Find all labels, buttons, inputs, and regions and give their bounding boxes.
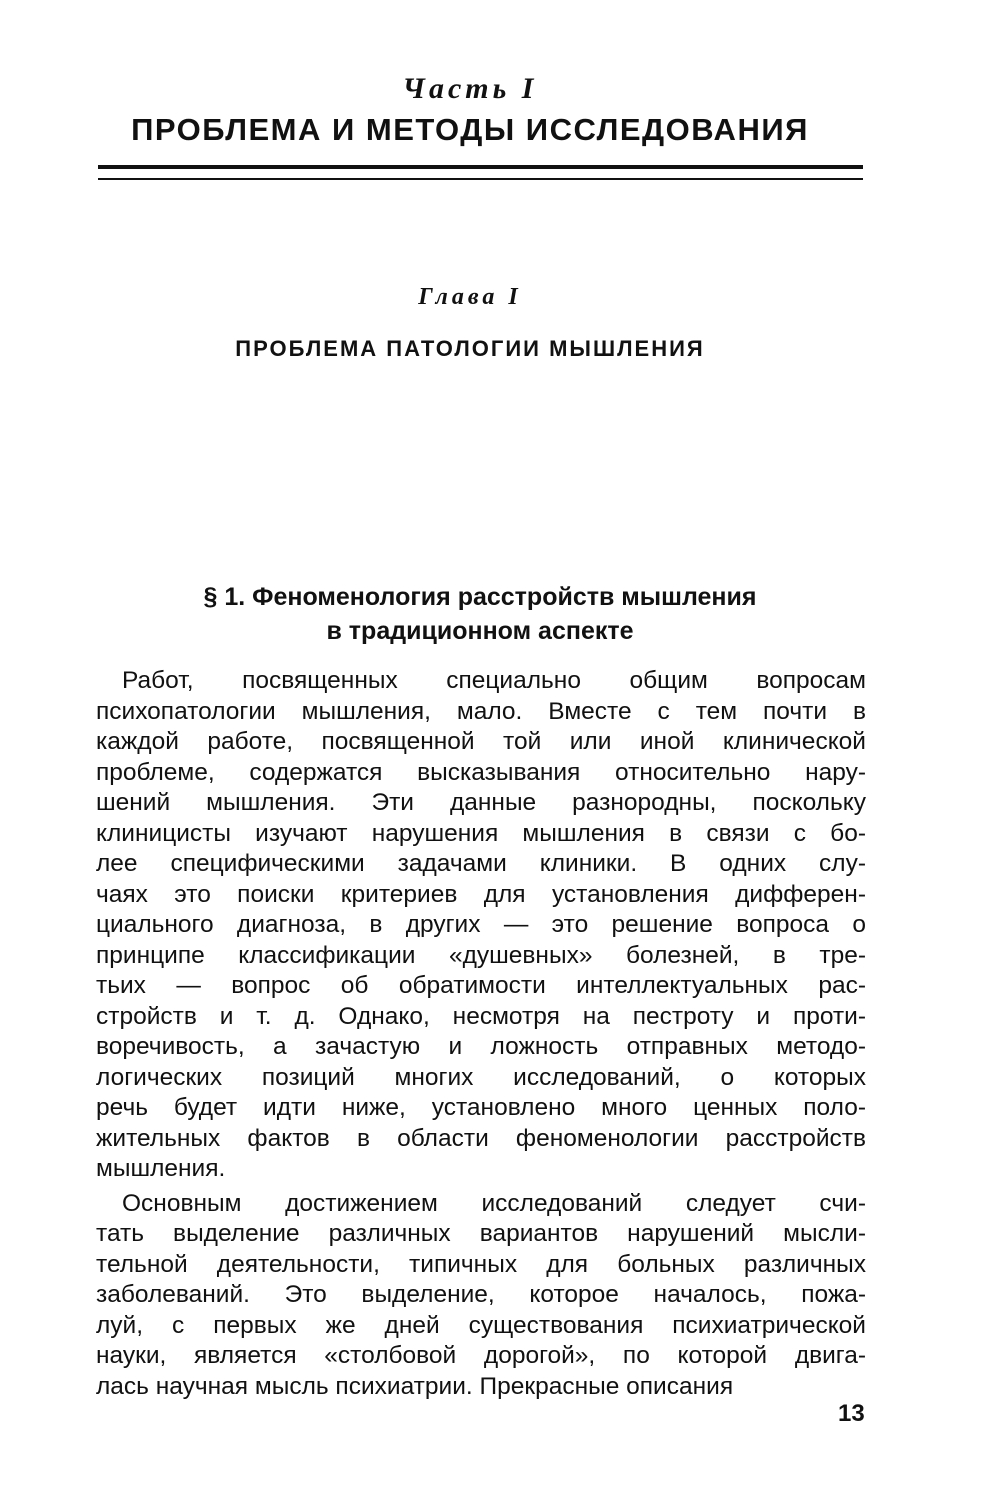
text-line: шений мышления. Эти данные разнородны, поскольку	[96, 789, 866, 816]
text-line: проблеме, содержатся высказывания относительно нару-	[96, 758, 866, 786]
text-line: науки, является «столбовой дорогой», по которой двига-	[96, 1342, 866, 1369]
text-line: чаях это поиски критериев для установления дифферен-	[96, 880, 866, 908]
text-line: клиницисты изучают нарушения мышления в связи с бо-	[96, 819, 866, 847]
text-line: стройств и т. д. Однако, несмотря на пестроту и проти-	[96, 1002, 866, 1030]
part-title: ПРОБЛЕМА И МЕТОДЫ ИССЛЕДОВАНИЯ	[131, 112, 809, 147]
text-line: Работ, посвященных специально общим вопросам	[122, 667, 866, 694]
section-heading-line-2: в традиционном аспекте	[326, 617, 634, 645]
text-line: воречивость, а зачастую и ложность отправных методо-	[96, 1033, 866, 1060]
text-line: речь будет идти ниже, установлено много ценных поло-	[96, 1094, 866, 1121]
text-line: жительных фактов в области феноменологии расстройств	[96, 1124, 866, 1152]
text-line: заболеваний. Это выделение, которое началось, пожа-	[96, 1281, 866, 1308]
page-number: 13	[838, 1400, 865, 1427]
text-line: каждой работе, посвященной той или иной клинической	[96, 728, 866, 755]
paragraph	[96, 666, 866, 1185]
text-line: Основным достижением исследований следует счи-	[122, 1189, 866, 1217]
header-rule-thick	[98, 165, 863, 169]
text-line: тьих — вопрос об обратимости интеллектуальных рас-	[96, 972, 866, 999]
chapter-label: Глава I	[418, 284, 522, 310]
paragraph	[96, 1189, 866, 1403]
section-heading	[0, 580, 960, 648]
text-line: циального диагноза, в других — это решение вопроса о	[96, 911, 866, 938]
text-line: луй, с первых же дней существования психиатрической	[96, 1311, 866, 1339]
text-line: лее специфическими задачами клиники. В одних слу-	[96, 850, 866, 877]
chapter-title: ПРОБЛЕМА ПАТОЛОГИИ МЫШЛЕНИЯ	[235, 336, 705, 361]
text-line: лась научная мысль психиатрии. Прекрасные описания	[96, 1372, 734, 1400]
text-line: тать выделение различных вариантов нарушений мысли-	[96, 1220, 866, 1247]
text-line: логических позиций многих исследований, о которых	[96, 1063, 866, 1091]
text-line: психопатологии мышления, мало. Вместе с тем почти в	[96, 697, 866, 725]
text-line: мышления.	[96, 1155, 226, 1182]
body-text	[96, 666, 866, 1402]
text-line: тельной деятельности, типичных для больных различных	[96, 1250, 866, 1278]
header-rule-thin	[98, 178, 863, 180]
section-heading-line-1: § 1. Феноменология расстройств мышления	[203, 583, 757, 611]
part-label: Часть I	[402, 72, 538, 105]
text-line: принципе классификации «душевных» болезней, в тре-	[96, 941, 866, 969]
